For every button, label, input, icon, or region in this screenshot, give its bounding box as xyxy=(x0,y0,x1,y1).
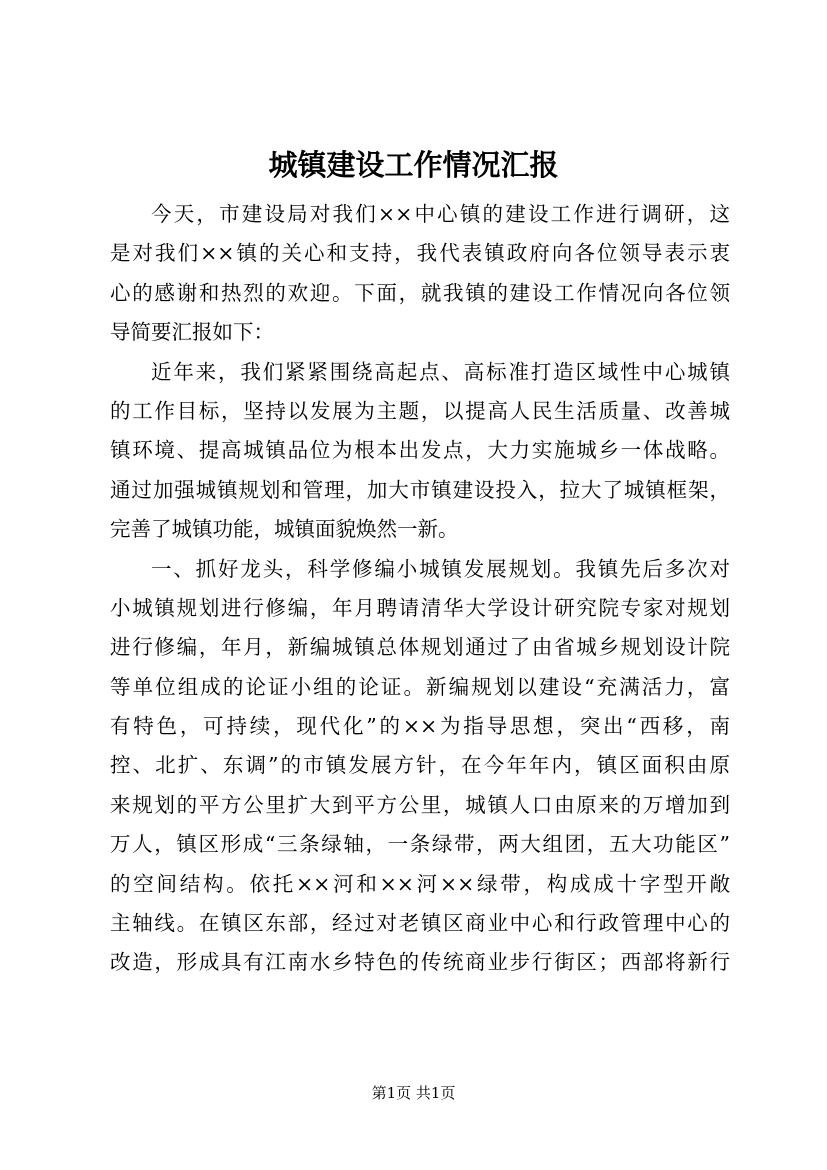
text-line: 今天，市建设局对我们××中心镇的建设工作进行调研，这 xyxy=(151,202,730,226)
text-line: 的空间结构。依托××河和××河××绿带，构成成十字型开敞 xyxy=(110,871,730,896)
text-line: 小城镇规划进行修编，年月聘请清华大学设计研究院专家对规划 xyxy=(110,595,730,620)
text-line: 导简要汇报如下： xyxy=(110,320,274,345)
text-line: 完善了城镇功能，城镇面貌焕然一新。 xyxy=(110,517,459,542)
text-line: 改造，形成具有江南水乡特色的传统商业步行街区；西部将新行 xyxy=(110,950,730,975)
text-line: 一、抓好龙头，科学修编小城镇发展规划。我镇先后多次对 xyxy=(151,556,730,581)
document-title: 城镇建设工作情况汇报 xyxy=(268,148,559,182)
text-line: 主轴线。在镇区东部，经过对老镇区商业中心和行政管理中心的 xyxy=(110,911,730,936)
text-line: 控、北扩、东调”的市镇发展方针，在今年年内，镇区面积由原 xyxy=(110,753,730,778)
text-line: 是对我们××镇的关心和支持，我代表镇政府向各位领导表示衷 xyxy=(110,241,730,266)
text-line: 近年来，我们紧紧围绕高起点、高标准打造区域性中心城镇 xyxy=(151,359,730,384)
page-footer: 第1页 共1页 xyxy=(371,1084,456,1102)
text-line: 通过加强城镇规划和管理，加大市镇建设投入，拉大了城镇框架， xyxy=(110,477,730,502)
text-line: 有特色，可持续，现代化”的××为指导思想，突出“西移，南 xyxy=(110,714,730,739)
text-line: 等单位组成的论证小组的论证。新编规划以建设“充满活力，富 xyxy=(110,674,730,699)
text-line: 的工作目标，坚持以发展为主题，以提高人民生活质量、改善城 xyxy=(110,398,730,423)
text-line: 心的感谢和热烈的欢迎。下面，就我镇的建设工作情况向各位领 xyxy=(110,280,730,305)
text-line: 镇环境、提高城镇品位为根本出发点，大力实施城乡一体战略。 xyxy=(110,438,730,463)
text-line: 来规划的平方公里扩大到平方公里，城镇人口由原来的万增加到 xyxy=(110,792,730,817)
text-line: 进行修编，年月，新编城镇总体规划通过了由省城乡规划设计院 xyxy=(110,635,730,660)
document-body xyxy=(110,195,730,983)
text-line: 万人，镇区形成“三条绿轴，一条绿带，两大组团，五大功能区” xyxy=(110,832,730,857)
